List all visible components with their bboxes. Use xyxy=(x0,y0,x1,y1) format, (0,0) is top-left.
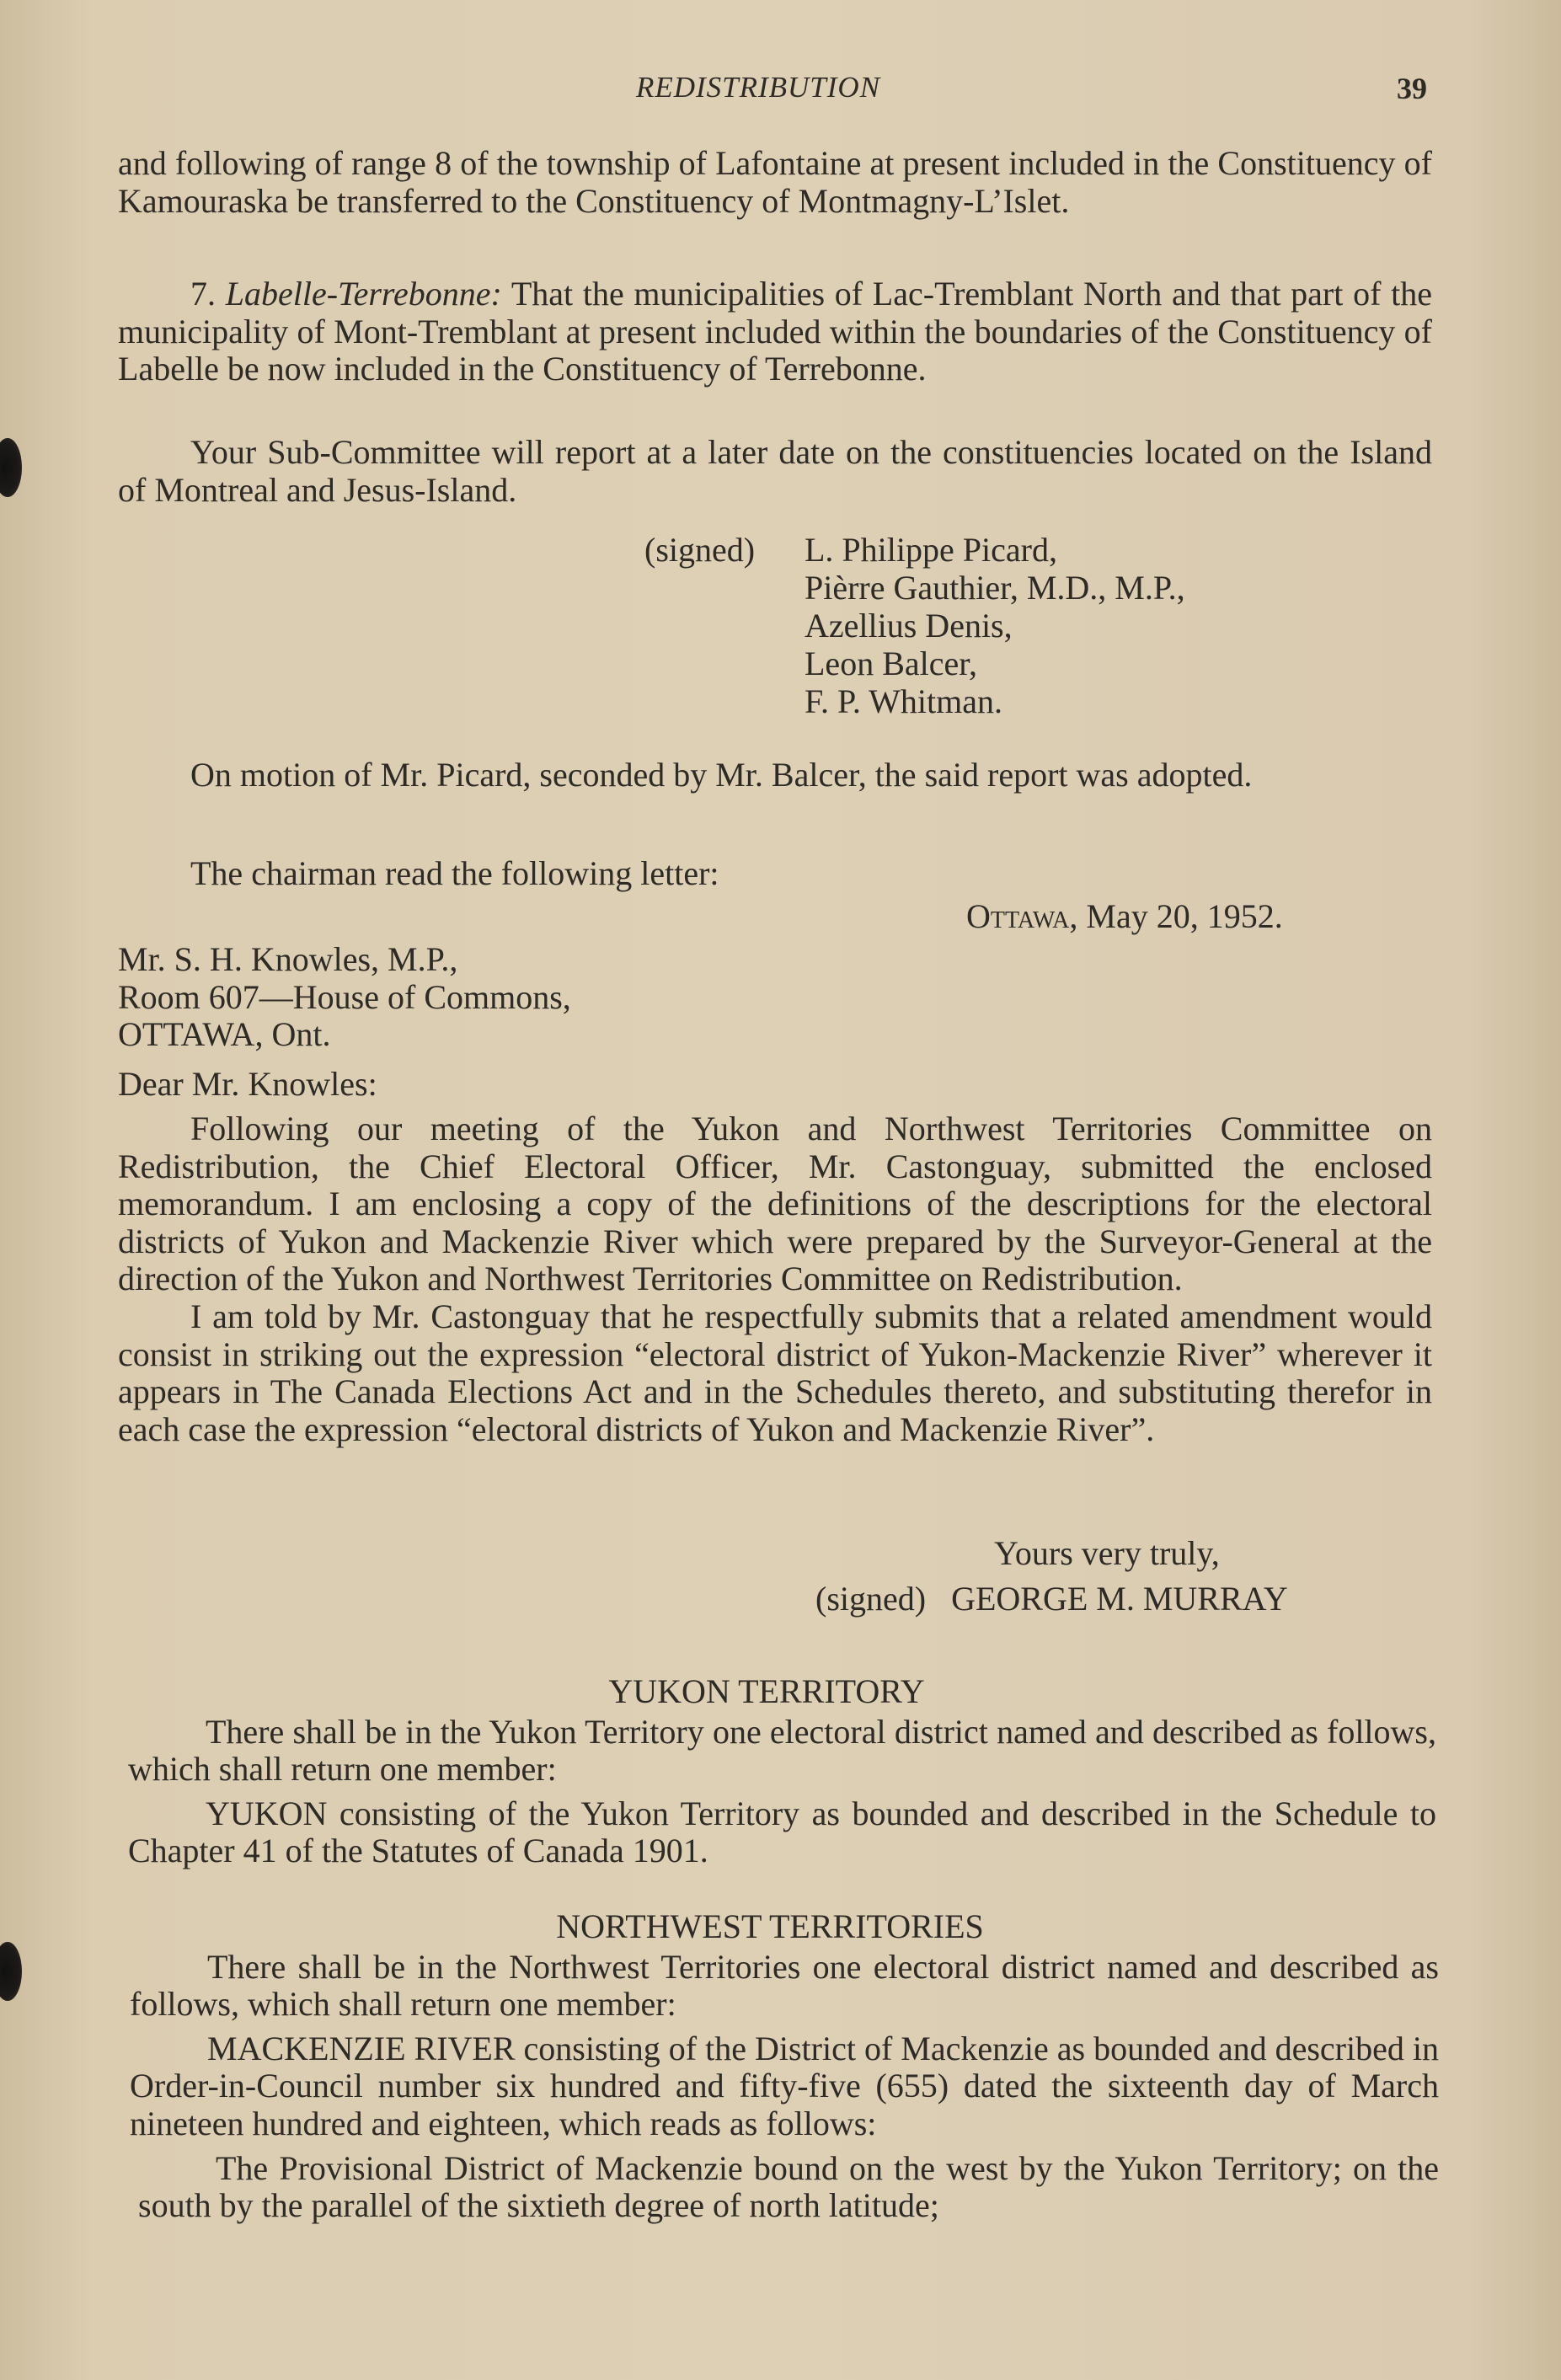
letter-body-paragraph-2: I am told by Mr. Castonguay that he respectfully submits that a related amendment would consist in striking out the expression “electoral district of Yukon-Mackenzie River” wherever it appears in The Canada Elections Act and in the Schedules thereto, and substituting therefor in each case the expression “electoral districts of Yukon and Mackenzie River”. xyxy=(118,1297,1432,1448)
letter-address xyxy=(118,941,1432,1054)
signature-block xyxy=(644,531,1403,720)
item-7-number: 7. xyxy=(190,275,226,313)
signatory: L. Philippe Picard, xyxy=(805,531,1057,569)
item-7-text: That the municipalities of Lac-Tremblant North and that part of the municipality of Mont-Tremblant at present included within the boundaries of the Constituency of Labelle be now included in the Constituency of Terrebonne. xyxy=(118,275,1432,388)
letter-place: Ottawa xyxy=(966,897,1070,935)
running-title: REDISTRIBUTION xyxy=(635,71,881,104)
letter-salutation xyxy=(118,1066,1432,1104)
closing-text: Yours very truly, xyxy=(994,1534,1220,1572)
binding-hole-upper xyxy=(0,438,22,497)
nwt-heading: NORTHWEST TERRITORIES xyxy=(556,1907,984,1945)
binding-hole-lower xyxy=(0,1942,22,2001)
signatory: F. P. Whitman. xyxy=(805,682,1002,720)
nwt-section xyxy=(118,1908,1439,2225)
nwt-paragraph-3: The Provisional District of Mackenzie bound on the west by the Yukon Territory; on the south by the parallel of the sixtieth degree of north latitude; xyxy=(138,2148,1439,2225)
intro-paragraph: and following of range 8 of the township of Lafontaine at present included in the Constituency of Kamouraska be transferred to the Constituency of Montmagny-L’Islet. xyxy=(118,144,1432,220)
signatory-list xyxy=(805,531,1185,720)
letter-body-paragraph-1: Following our meeting of the Yukon and Northwest Territories Committee on Redistribution, the Chief Electoral Officer, Mr. Castonguay, submitted the enclosed memorandum. I am enclosing a copy of the definitions of the descriptions for the electoral districts of Yukon and Mackenzie River which were prepared by the Surveyor-General at the direction of the Yukon and Northwest Territories Committee on Redistribution. xyxy=(118,1110,1432,1298)
yukon-section xyxy=(118,1673,1436,1870)
signatory: Azellius Denis, xyxy=(805,607,1013,644)
chairman-paragraph: The chairman read the following letter: xyxy=(190,854,719,892)
report-later-paragraph: Your Sub-Committee will report at a later date on the constituencies located on the Island of Montreal and Jesus-Island. xyxy=(118,433,1432,509)
motion-paragraph: On motion of Mr. Picard, seconded by Mr. Balcer, the said report was adopted. xyxy=(190,756,1253,794)
chairman-block xyxy=(118,855,1432,893)
letter-date: , May 20, 1952. xyxy=(1069,897,1283,935)
address-line: OTTAWA, Ont. xyxy=(118,1015,331,1054)
yukon-heading: YUKON TERRITORY xyxy=(608,1672,925,1710)
item-7-block xyxy=(118,275,1432,388)
address-line: Mr. S. H. Knowles, M.P., xyxy=(118,940,458,978)
letter-signer: GEORGE M. MURRAY xyxy=(951,1580,1288,1618)
running-header xyxy=(118,71,1432,113)
letter-body xyxy=(118,1110,1432,1448)
nwt-paragraph-1: There shall be in the Northwest Territories one electoral district named and described as follows, which shall return one member: xyxy=(130,1947,1439,2024)
item-7-title: Labelle-Terrebonne: xyxy=(225,275,502,313)
letter-closing xyxy=(994,1535,1415,1573)
signatory: Leon Balcer, xyxy=(805,644,977,682)
intro-block xyxy=(118,145,1432,220)
yukon-paragraph-1: There shall be in the Yukon Territory one electoral district named and described as follows, which shall return one member: xyxy=(128,1712,1436,1789)
report-later-block xyxy=(118,434,1432,509)
signatory: Pièrre Gauthier, M.D., M.P., xyxy=(805,569,1185,607)
yukon-paragraph-2: YUKON consisting of the Yukon Territory as bounded and described in the Schedule to Chapter 41 of the Statutes of Canada 1901. xyxy=(128,1794,1436,1870)
page-number: 39 xyxy=(1397,72,1427,105)
address-line: Room 607—House of Commons, xyxy=(118,977,571,1016)
motion-block xyxy=(118,757,1432,794)
letter-dateline xyxy=(966,898,1472,936)
signed-label: (signed) xyxy=(644,531,756,569)
salutation-text: Dear Mr. Knowles: xyxy=(118,1065,377,1103)
letter-signature xyxy=(815,1580,1456,1618)
item-7-paragraph xyxy=(118,275,1432,388)
letter-signed-label: (signed) xyxy=(815,1580,927,1618)
nwt-paragraph-2: MACKENZIE RIVER consisting of the District of Mackenzie as bounded and described in Order-in-Council number six hundred and fifty-five (655) dated the sixteenth day of March nineteen hundred and eighteen, which reads as follows: xyxy=(130,2029,1439,2142)
